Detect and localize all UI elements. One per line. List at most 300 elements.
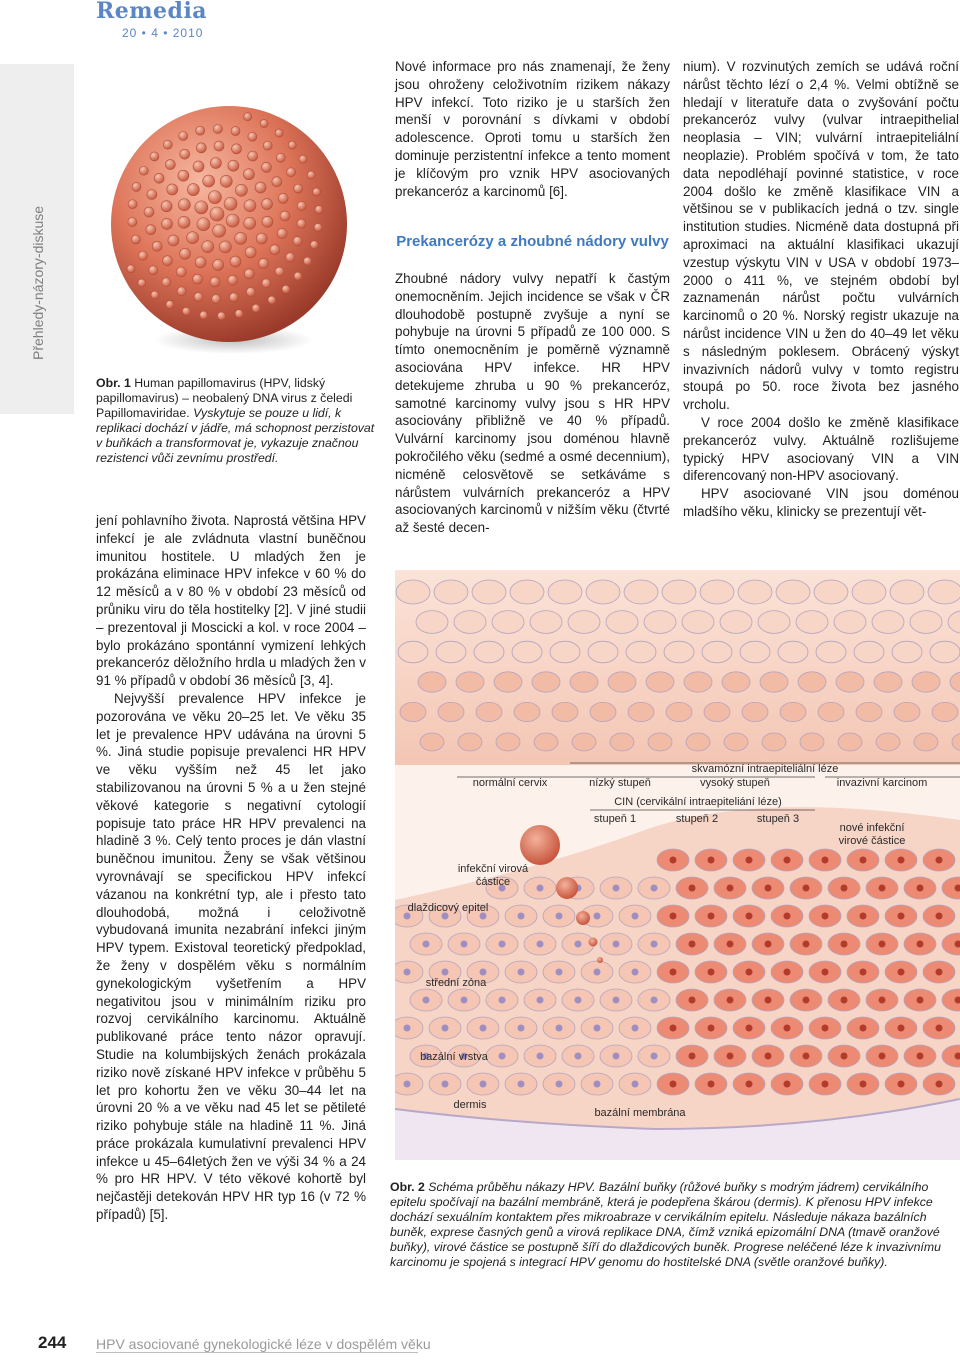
cell-nucleus (670, 969, 677, 976)
epithelial-cell (892, 641, 922, 663)
epithelial-cell (758, 611, 790, 634)
epithelial-cell (872, 611, 904, 634)
capsomere (272, 177, 282, 187)
capsomere (200, 311, 208, 319)
capsomere (235, 232, 247, 244)
cell-nucleus (518, 969, 525, 976)
capsomere (213, 224, 226, 237)
epithelial-cell (778, 641, 808, 663)
cell-nucleus (765, 941, 772, 948)
capsomere (128, 200, 137, 209)
capsomere (244, 113, 252, 121)
cell-nucleus (708, 969, 715, 976)
label-stage-3: stupeň 3 (756, 813, 800, 825)
epithelial-cell (530, 611, 562, 634)
cell-nucleus (746, 913, 753, 920)
hpv-infection-diagram (395, 570, 960, 1160)
cell-nucleus (936, 969, 943, 976)
cell-nucleus (575, 941, 582, 948)
cell-nucleus (917, 1053, 924, 1060)
capsomere (270, 245, 280, 255)
cell-nucleus (917, 997, 924, 1004)
epithelial-cell (648, 733, 672, 751)
cell-nucleus (803, 885, 810, 892)
cell-nucleus (936, 857, 943, 864)
epithelial-cell (682, 611, 714, 634)
capsomere (179, 131, 188, 140)
epithelial-cell (400, 702, 426, 721)
epithelial-cell (548, 580, 582, 604)
cell-nucleus (423, 997, 430, 1004)
capsomere (275, 267, 284, 276)
epithelial-cell (816, 641, 846, 663)
capsomere (280, 211, 290, 221)
cell-nucleus (860, 1025, 867, 1032)
cell-nucleus (803, 941, 810, 948)
capsomere (127, 265, 135, 273)
epithelial-cell (720, 611, 752, 634)
capsomere (262, 199, 273, 210)
capsomere (178, 199, 190, 211)
capsomere (165, 160, 175, 170)
cell-nucleus (708, 1025, 715, 1032)
figure2-caption (390, 1180, 955, 1270)
cell-nucleus (822, 913, 829, 920)
journal-brand: Remedia (96, 0, 208, 24)
capsomere (163, 140, 172, 149)
cell-nucleus (461, 941, 468, 948)
epithelial-cell (608, 672, 636, 692)
cell-nucleus (518, 1081, 525, 1088)
cell-nucleus (689, 1053, 696, 1060)
label-low-grade: nízký stupeň (589, 777, 651, 789)
capsomere (138, 279, 146, 287)
col2-paragraph-2: Zhoubné nádory vulvy nepatří k častým onemocněním. Jejich incidence se však v ČR dlouhodobě postupně zvyšuje a nyní se pohybuje na úrovni 5 případů ze 100 000. S tímto onemocněním je poměrně významně asociována HPV infekce. HR HPV detekujeme zhruba u 90 % prekanceróz, samotné karcinomy vulvy jsou s HR HPV asociovány přibližně ve 40 % případů. Vulvární karcinomy jsou doménou hlavně pokročilého věku (sedmé a osmé decennium), nicméně celosvětově se setkáváme s nárůstem vulvárních prekanceróz a HPV asociovaných karcinomů v nižším věku (čtvrté až šesté decen- (395, 271, 670, 536)
label-normal-cervix: normální cervix (472, 777, 548, 789)
cell-nucleus (860, 913, 867, 920)
capsomere (213, 125, 222, 134)
capsomere (268, 296, 276, 304)
cell-nucleus (936, 1025, 943, 1032)
epithelial-cell (416, 611, 448, 634)
cell-nucleus (727, 997, 734, 1004)
capsomere (228, 275, 238, 285)
cell-nucleus (632, 913, 639, 920)
capsomere (219, 241, 231, 253)
label-squamous-header: skvamózní intraepiteliální léze (691, 763, 839, 775)
epithelial-cell (646, 672, 674, 692)
cell-nucleus (404, 1081, 411, 1088)
epithelial-cell (436, 641, 466, 663)
epithelial-cell (724, 733, 748, 751)
epithelial-cell (570, 672, 598, 692)
capsomere (212, 294, 221, 303)
cell-nucleus (632, 969, 639, 976)
capsomere (180, 248, 191, 259)
label-stage-1: stupeň 1 (593, 813, 637, 825)
cell-nucleus (746, 857, 753, 864)
epithelial-cell (704, 702, 730, 721)
capsomere (192, 274, 202, 284)
epithelial-cell (568, 611, 600, 634)
capsomere (210, 277, 220, 287)
cell-nucleus (632, 1081, 639, 1088)
cell-nucleus (803, 1053, 810, 1060)
epithelial-cell (644, 611, 676, 634)
cell-nucleus (689, 941, 696, 948)
capsomere (176, 267, 186, 277)
capsomere (248, 132, 257, 141)
cell-nucleus (936, 913, 943, 920)
epithelial-cell (780, 702, 806, 721)
cell-nucleus (879, 997, 886, 1004)
epithelial-cell (606, 611, 638, 634)
capsomere (161, 201, 172, 212)
epithelial-cell (760, 672, 788, 692)
capsomere (246, 288, 255, 297)
cell-nucleus (651, 941, 658, 948)
cell-nucleus (613, 941, 620, 948)
cell-nucleus (594, 969, 601, 976)
capsomere (151, 291, 159, 299)
capsomere (286, 253, 295, 262)
column-3 (683, 58, 959, 521)
capsomere (226, 214, 239, 227)
epithelial-cell (914, 733, 938, 751)
capsomere (194, 292, 203, 301)
epithelial-cell (894, 702, 920, 721)
capsomere (161, 218, 172, 229)
column-1 (96, 512, 366, 1224)
column-2-bottom (395, 270, 670, 537)
cell-nucleus (613, 997, 620, 1004)
running-title: HPV asociované gynekologické léze v dospělém věku (96, 1336, 431, 1352)
capsomere (287, 168, 296, 177)
label-squamous-epithelium: dlaždicový epitel (407, 902, 489, 914)
epithelial-cell (664, 641, 694, 663)
cell-nucleus (898, 969, 905, 976)
capsomere (139, 166, 148, 175)
capsomere (276, 153, 285, 162)
capsomere (263, 141, 272, 150)
capsomere (224, 197, 237, 210)
col3-paragraph-1: nium). V rozvinutých zemích se udává roční nárůst těchto lézí o 2,4 %. Velmi obtížně se hledají v literatuře data o zvyšování počtu prekanceróz vulvy (vulvar intraepithelial neoplasia – VIN; vulvární intraepiteliální neoplazie). Problém spočívá v tom, že tato data nepodléhají povinné statistice, v roce 2004 došlo ke změně klasifikace VIN a většinou se v publikacích jedná o tzv. single institution studies. Nicméně data dostupná při aproximaci na aktuální klasifikaci ukazují vzestup výskytu VIN v USA v období 1973–2000 o 411 %, ve stejném období byl zaznamenán nárůst počtu vulvárních karcinomů o 20 %. Norský registr ukazuje na nárůst incidence VIN u žen do 40–49 let věku s následným poklesem. Obrácený výskyt invazivních nádorů vulvy v tomto registru stoupá po 50. roce života bez jasného vrcholu. (683, 59, 959, 413)
cell-nucleus (822, 1025, 829, 1032)
epithelial-cell (474, 641, 504, 663)
cell-nucleus (727, 885, 734, 892)
cell-nucleus (556, 1081, 563, 1088)
epithelial-cell (418, 672, 446, 692)
capsomere (231, 127, 240, 136)
capsomere (244, 200, 256, 212)
capsomere (178, 170, 189, 181)
cell-nucleus (594, 913, 601, 920)
capsomere (244, 217, 256, 229)
cell-nucleus (765, 885, 772, 892)
capsomere (294, 184, 303, 193)
cell-nucleus (841, 885, 848, 892)
epithelial-cell (588, 641, 618, 663)
epithelial-cell (838, 733, 862, 751)
label-new-virions-1: nové infekční (839, 822, 905, 834)
label-infectious-1: infekční virová (457, 863, 529, 875)
column-2-top (395, 58, 670, 200)
epithelial-cell (666, 702, 692, 721)
cell-nucleus (708, 857, 715, 864)
capsomere (154, 173, 164, 183)
cell-nucleus (784, 1025, 791, 1032)
capsomere (310, 241, 318, 249)
figure1-caption-upright: Human papillomavirus (HPV, lidský papillomavirus) – neobalený DNA virus z čeledi Papillomaviridae. (96, 376, 353, 420)
label-basal-layer: bazální vrstva (420, 1051, 488, 1063)
label-basal-membrane: bazální membrána (594, 1107, 686, 1119)
cell-nucleus (879, 885, 886, 892)
epithelial-cell (932, 702, 958, 721)
label-middle-zone: střední zóna (425, 977, 487, 989)
label-new-virions-2: virové částice (838, 835, 906, 847)
epithelial-cell (740, 641, 770, 663)
label-infectious-2: částice (475, 876, 511, 888)
capsomere (229, 293, 238, 302)
cell-nucleus (898, 913, 905, 920)
footer-rule (96, 1352, 418, 1353)
epithelial-cell (438, 702, 464, 721)
hpv-virus-illustration (98, 92, 360, 360)
issue-date: 20 • 4 • 2010 (122, 26, 204, 40)
capsomere (195, 201, 208, 214)
cell-nucleus (917, 885, 924, 892)
col2-paragraph-1: Nové informace pro nás znamenají, že ženy jsou ohroženy celoživotním rizikem nákazy HPV infekcí. Toto riziko je u starších žen menší v porovnání s dívkami v období adolescence. Oproti tomu u starších žen dominuje perzistentní infekce a tento moment je klíčovým pro vznik HPV asociovaných prekanceróz a karcinomů [6]. (395, 59, 670, 199)
epithelial-cell (512, 641, 542, 663)
epithelial-cell (398, 641, 428, 663)
capsomere (282, 285, 290, 293)
capsomere (131, 235, 140, 244)
capsomere (293, 237, 302, 246)
capsomere (232, 144, 242, 154)
capsomere (260, 120, 268, 128)
epithelial-cell (700, 580, 734, 604)
cell-nucleus (879, 941, 886, 948)
epithelial-cell (492, 611, 524, 634)
capsomere (297, 219, 306, 228)
cell-nucleus (461, 997, 468, 1004)
epithelial-cell (856, 702, 882, 721)
capsomere (146, 225, 156, 235)
capsomere (261, 162, 271, 172)
label-invasive: invazivní karcinom (836, 777, 928, 789)
capsomere (230, 256, 241, 267)
cell-nucleus (841, 997, 848, 1004)
cell-nucleus (841, 1053, 848, 1060)
epithelial-cell (458, 733, 482, 751)
capsomere (262, 279, 271, 288)
cell-nucleus (765, 1053, 772, 1060)
cell-nucleus (499, 997, 506, 1004)
figure1-caption-lead: Obr. 1 (96, 376, 131, 390)
capsomere (245, 247, 256, 258)
capsomere (220, 175, 232, 187)
cell-nucleus (708, 1081, 715, 1088)
capsomere (193, 161, 204, 172)
cell-nucleus (651, 885, 658, 892)
cell-nucleus (651, 997, 658, 1004)
capsomere (244, 269, 254, 279)
epithelial-cell (532, 672, 560, 692)
cell-nucleus (898, 1025, 905, 1032)
capsomere (235, 310, 243, 318)
figure1-caption (96, 376, 376, 466)
cell-nucleus (841, 941, 848, 948)
cell-nucleus (594, 1081, 601, 1088)
cell-nucleus (784, 969, 791, 976)
epithelial-cell (590, 702, 616, 721)
col1-paragraph-2: Nejvyšší prevalence HPV infekce je pozorována ve věku 20–25 let. Ve věku 35 let je prevalence HPV udávána na úrovni 5 %. Jiná studie popisuje prevalenci HR HPV ve věku vyšším než 45 let jako stabilizovanou na úrovni 5 % a u žen stejné věkové kategorie s negativní cytologií popisuje tato práce HR HPV prevalenci na hladině 3 %. Celý tento proces je dán vlastní buněčnou imunitou. Ženy se však většinou vyrovnávají se specifickou HPV infekcí vázanou na konkrétní typ, ale i přesto tato dlouhodobá, možná i celoživotně vybudovaná imunita nezabrání infekci jiným HPV typem. Existoval teoretický předpoklad, že ženy v dospělém věku s normálním gynekologickým vyšetřením a HPV negativitou jsou v minimálním riziku pro rozvoj cervikálního karcinomu. Aktuálně publikované práce tento názor opravují. Studie na kolumbijských ženách prokázala riziko nově získané HPV infekce v průběhu 5 let pro kohortu žen ve věku 30–44 let na úrovni 20 % a ve věku nad 45 let se pětileté riziko pohybuje stále na hladině 11 %. Jiná práce prokázala kumulativní prevalenci HPV infekce u 45–64letých žen ve výši 34 % a 24 % pro HR HPV. V této věkové kohortě byl nejčastěji detekován HPV HR typ 16 (v 72 % případů) [5]. (96, 690, 366, 1223)
cell-nucleus (917, 941, 924, 948)
capsomere (299, 155, 307, 163)
cell-nucleus (784, 913, 791, 920)
epithelial-cell (420, 733, 444, 751)
capsomere (202, 241, 214, 253)
capsomere (178, 216, 190, 228)
epithelial-cell (834, 611, 866, 634)
capsomere (177, 287, 186, 296)
capsomere (256, 233, 267, 244)
cell-nucleus (404, 1025, 411, 1032)
epithelial-cell (662, 580, 696, 604)
cell-nucleus (879, 1053, 886, 1060)
epithelial-cell (776, 580, 810, 604)
capsomere (196, 126, 205, 135)
epithelial-cell (852, 580, 886, 604)
epithelial-cell (930, 641, 960, 663)
cell-nucleus (860, 857, 867, 864)
capsomere (163, 256, 173, 266)
col3-paragraph-2: V roce 2004 došlo ke změně klasifikace prekanceróz vulvy. Aktuálně rozlišujeme typický HPV asociovaný VIN a VIN diferencovaný non-HPV asociovaný. (683, 414, 959, 484)
epithelial-cell (684, 672, 712, 692)
col1-paragraph-1: jení pohlavního života. Naprostá většina HPV infekcí je ale zvládnuta vlastní buněčnou imunitou hostitele. U mladých žen je prokázána eliminace HPV infekce v 60 % do 12 měsíců a v 80 % v období 23 měsíců od průniku viru do těla hostitelky [2]. V jiné studii – prezentoval ji Moscicki a kol. v roce 2004 – bylo prokázáno spontánní vymizení lehkých prekanceróz děložního hrdla u mladých žen v 91 % případů v období 36 měsíců [3, 4]. (96, 513, 366, 689)
cell-nucleus (898, 1081, 905, 1088)
capsomere (277, 229, 287, 239)
capsomere (150, 152, 159, 161)
capsomere (313, 188, 321, 196)
cell-nucleus (537, 1053, 544, 1060)
capsomere (288, 141, 296, 149)
capsomere (243, 169, 254, 180)
capsomere (208, 191, 221, 204)
cell-nucleus (746, 1025, 753, 1032)
capsomere (149, 266, 158, 275)
cell-nucleus (689, 885, 696, 892)
label-stage-2: stupeň 2 (675, 813, 719, 825)
capsomere (259, 258, 269, 268)
capsomere (278, 193, 288, 203)
capsomere (197, 218, 210, 231)
epithelial-cell (534, 733, 558, 751)
cell-nucleus (575, 1053, 582, 1060)
epithelial-cell (552, 702, 578, 721)
capsomere (195, 257, 206, 268)
capsomere (147, 189, 157, 199)
cell-nucleus (594, 1025, 601, 1032)
cell-nucleus (860, 1081, 867, 1088)
cell-nucleus (499, 1053, 506, 1060)
section-heading: Prekancerózy a zhoubné nádory vulvy (396, 233, 669, 250)
capsomere (297, 201, 306, 210)
epithelial-cell (610, 733, 634, 751)
cell-nucleus (803, 997, 810, 1004)
capsomere (138, 251, 147, 260)
col3-paragraph-3: HPV asociované VIN jsou doménou mladšího věku, klinicky se prezentují vět- (683, 486, 959, 519)
capsomere (307, 171, 315, 179)
epithelial-cell (476, 702, 502, 721)
epithelial-cell (510, 580, 544, 604)
epithelial-cell (454, 611, 486, 634)
section-label: Přehledy-názory-diskuse (30, 205, 46, 360)
cell-nucleus (613, 885, 620, 892)
capsomere (167, 184, 178, 195)
capsomere (128, 218, 137, 227)
epithelial-cell (890, 580, 924, 604)
capsomere (182, 307, 190, 315)
cell-nucleus (537, 941, 544, 948)
cell-nucleus (404, 969, 411, 976)
cell-nucleus (651, 1053, 658, 1060)
cell-nucleus (442, 969, 449, 976)
capsomere (196, 143, 206, 153)
capsomere (252, 304, 260, 312)
capsomere (187, 232, 199, 244)
cell-nucleus (480, 1081, 487, 1088)
cell-nucleus (423, 941, 430, 948)
capsomere (213, 259, 224, 270)
capsomere (275, 129, 283, 137)
capsomere (152, 241, 162, 251)
cell-nucleus (670, 857, 677, 864)
cell-nucleus (670, 1025, 677, 1032)
page-number: 244 (38, 1333, 67, 1352)
cell-nucleus (898, 857, 905, 864)
cell-nucleus (499, 941, 506, 948)
capsomere (303, 257, 311, 265)
label-cin: CIN (cervikální intraepiteliání léze) (614, 796, 782, 808)
cell-nucleus (442, 1081, 449, 1088)
capsomere (228, 160, 239, 171)
capsomere (214, 141, 224, 151)
epithelial-cell (626, 641, 656, 663)
cell-nucleus (632, 1025, 639, 1032)
capsomere (255, 182, 266, 193)
epithelial-cell (854, 641, 884, 663)
cell-nucleus (784, 1081, 791, 1088)
epithelial-cell (550, 641, 580, 663)
epithelial-cell (494, 672, 522, 692)
epithelial-cell (624, 580, 658, 604)
epithelial-cell (586, 580, 620, 604)
capsomere (248, 151, 258, 161)
cell-nucleus (442, 1025, 449, 1032)
epithelial-cell (572, 733, 596, 751)
epithelial-cell (796, 611, 828, 634)
cell-nucleus (727, 1053, 734, 1060)
label-dermis: dermis (453, 1099, 487, 1111)
cell-nucleus (556, 969, 563, 976)
epithelial-cell (738, 580, 772, 604)
capsomere (162, 278, 171, 287)
epithelial-cell (434, 580, 468, 604)
epithelial-cell (762, 733, 786, 751)
figure1-caption-italic: Vyskytuje se pouze u lidí, k replikaci dochází v jádře, má schopnost perzistovat v buňkách a transformovat je, vykazuje značnou rezistenci vůči zevnímu prostředí. (96, 406, 375, 465)
epithelial-cell (910, 611, 942, 634)
